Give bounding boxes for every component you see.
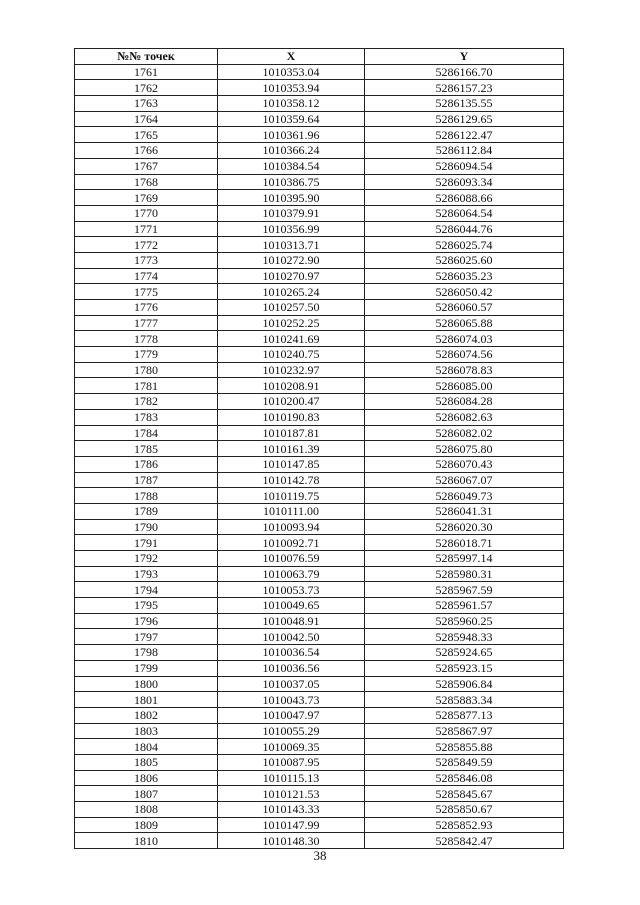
cell-y: 5285948.33 bbox=[365, 629, 564, 645]
cell-y: 5286129.65 bbox=[365, 111, 564, 127]
cell-y: 5285906.84 bbox=[365, 676, 564, 692]
cell-x: 1010087.95 bbox=[218, 754, 365, 770]
cell-point-number: 1792 bbox=[75, 551, 218, 567]
table-row bbox=[75, 347, 564, 363]
cell-x: 1010121.53 bbox=[218, 786, 365, 802]
table-row bbox=[75, 111, 564, 127]
cell-point-number: 1785 bbox=[75, 441, 218, 457]
cell-y: 5285850.67 bbox=[365, 802, 564, 818]
cell-y: 5286166.70 bbox=[365, 64, 564, 80]
table-row bbox=[75, 551, 564, 567]
cell-point-number: 1778 bbox=[75, 331, 218, 347]
cell-x: 1010069.35 bbox=[218, 739, 365, 755]
cell-point-number: 1808 bbox=[75, 802, 218, 818]
cell-y: 5286084.28 bbox=[365, 394, 564, 410]
cell-x: 1010313.71 bbox=[218, 237, 365, 253]
cell-y: 5286094.54 bbox=[365, 158, 564, 174]
cell-y: 5286078.83 bbox=[365, 362, 564, 378]
cell-x: 1010379.91 bbox=[218, 205, 365, 221]
cell-point-number: 1798 bbox=[75, 645, 218, 661]
table-row bbox=[75, 378, 564, 394]
cell-y: 5286060.57 bbox=[365, 300, 564, 316]
cell-point-number: 1772 bbox=[75, 237, 218, 253]
cell-point-number: 1807 bbox=[75, 786, 218, 802]
cell-point-number: 1802 bbox=[75, 707, 218, 723]
coordinates-table bbox=[74, 48, 564, 849]
table-row bbox=[75, 613, 564, 629]
cell-y: 5286082.63 bbox=[365, 409, 564, 425]
cell-y: 5285883.34 bbox=[365, 692, 564, 708]
cell-y: 5286065.88 bbox=[365, 315, 564, 331]
cell-point-number: 1762 bbox=[75, 80, 218, 96]
table-row bbox=[75, 158, 564, 174]
cell-x: 1010200.47 bbox=[218, 394, 365, 410]
cell-y: 5286075.80 bbox=[365, 441, 564, 457]
cell-y: 5285855.88 bbox=[365, 739, 564, 755]
cell-x: 1010111.00 bbox=[218, 503, 365, 519]
cell-y: 5286025.74 bbox=[365, 237, 564, 253]
cell-x: 1010055.29 bbox=[218, 723, 365, 739]
table-row bbox=[75, 268, 564, 284]
cell-y: 5286074.56 bbox=[365, 347, 564, 363]
cell-x: 1010036.56 bbox=[218, 660, 365, 676]
table-row bbox=[75, 707, 564, 723]
cell-x: 1010353.94 bbox=[218, 80, 365, 96]
cell-point-number: 1775 bbox=[75, 284, 218, 300]
cell-x: 1010366.24 bbox=[218, 143, 365, 159]
cell-point-number: 1793 bbox=[75, 566, 218, 582]
cell-point-number: 1767 bbox=[75, 158, 218, 174]
table-row bbox=[75, 692, 564, 708]
table-row bbox=[75, 174, 564, 190]
table-row bbox=[75, 425, 564, 441]
table-row bbox=[75, 833, 564, 849]
cell-y: 5286050.42 bbox=[365, 284, 564, 300]
cell-point-number: 1786 bbox=[75, 456, 218, 472]
cell-y: 5286082.02 bbox=[365, 425, 564, 441]
cell-y: 5286074.03 bbox=[365, 331, 564, 347]
header-y: Y bbox=[365, 49, 564, 65]
table-row bbox=[75, 598, 564, 614]
cell-y: 5285980.31 bbox=[365, 566, 564, 582]
cell-x: 1010386.75 bbox=[218, 174, 365, 190]
cell-y: 5286049.73 bbox=[365, 488, 564, 504]
table-row bbox=[75, 519, 564, 535]
cell-x: 1010143.33 bbox=[218, 802, 365, 818]
cell-x: 1010208.91 bbox=[218, 378, 365, 394]
table-row bbox=[75, 676, 564, 692]
cell-y: 5285845.67 bbox=[365, 786, 564, 802]
cell-x: 1010042.50 bbox=[218, 629, 365, 645]
cell-y: 5286088.66 bbox=[365, 190, 564, 206]
table-header bbox=[75, 49, 564, 65]
cell-x: 1010161.39 bbox=[218, 441, 365, 457]
cell-point-number: 1769 bbox=[75, 190, 218, 206]
cell-point-number: 1768 bbox=[75, 174, 218, 190]
cell-x: 1010353.04 bbox=[218, 64, 365, 80]
table-row bbox=[75, 629, 564, 645]
cell-point-number: 1774 bbox=[75, 268, 218, 284]
cell-x: 1010115.13 bbox=[218, 770, 365, 786]
cell-y: 5285877.13 bbox=[365, 707, 564, 723]
cell-point-number: 1783 bbox=[75, 409, 218, 425]
cell-point-number: 1790 bbox=[75, 519, 218, 535]
cell-x: 1010395.90 bbox=[218, 190, 365, 206]
cell-point-number: 1787 bbox=[75, 472, 218, 488]
cell-x: 1010147.85 bbox=[218, 456, 365, 472]
cell-x: 1010241.69 bbox=[218, 331, 365, 347]
cell-point-number: 1782 bbox=[75, 394, 218, 410]
cell-y: 5285960.25 bbox=[365, 613, 564, 629]
table-row bbox=[75, 300, 564, 316]
table-row bbox=[75, 770, 564, 786]
cell-x: 1010187.81 bbox=[218, 425, 365, 441]
cell-y: 5286064.54 bbox=[365, 205, 564, 221]
cell-y: 5286135.55 bbox=[365, 96, 564, 112]
cell-point-number: 1810 bbox=[75, 833, 218, 849]
cell-y: 5286085.00 bbox=[365, 378, 564, 394]
table-row bbox=[75, 739, 564, 755]
page-number: 38 bbox=[313, 848, 327, 863]
cell-x: 1010361.96 bbox=[218, 127, 365, 143]
cell-point-number: 1797 bbox=[75, 629, 218, 645]
cell-point-number: 1791 bbox=[75, 535, 218, 551]
table-row bbox=[75, 394, 564, 410]
cell-x: 1010043.73 bbox=[218, 692, 365, 708]
table-row bbox=[75, 143, 564, 159]
cell-y: 5286157.23 bbox=[365, 80, 564, 96]
table-row bbox=[75, 362, 564, 378]
table-row bbox=[75, 237, 564, 253]
cell-x: 1010148.30 bbox=[218, 833, 365, 849]
table-row bbox=[75, 127, 564, 143]
cell-y: 5285852.93 bbox=[365, 817, 564, 833]
cell-y: 5285842.47 bbox=[365, 833, 564, 849]
cell-point-number: 1761 bbox=[75, 64, 218, 80]
table-row bbox=[75, 441, 564, 457]
cell-point-number: 1809 bbox=[75, 817, 218, 833]
cell-point-number: 1800 bbox=[75, 676, 218, 692]
cell-point-number: 1796 bbox=[75, 613, 218, 629]
cell-y: 5286018.71 bbox=[365, 535, 564, 551]
table-row bbox=[75, 64, 564, 80]
table-row bbox=[75, 645, 564, 661]
table-row bbox=[75, 331, 564, 347]
table-row bbox=[75, 456, 564, 472]
cell-x: 1010252.25 bbox=[218, 315, 365, 331]
cell-y: 5286112.84 bbox=[365, 143, 564, 159]
cell-y: 5286035.23 bbox=[365, 268, 564, 284]
cell-x: 1010142.78 bbox=[218, 472, 365, 488]
table-row bbox=[75, 817, 564, 833]
cell-x: 1010232.97 bbox=[218, 362, 365, 378]
table-row bbox=[75, 660, 564, 676]
cell-point-number: 1799 bbox=[75, 660, 218, 676]
cell-x: 1010037.05 bbox=[218, 676, 365, 692]
cell-x: 1010053.73 bbox=[218, 582, 365, 598]
cell-point-number: 1806 bbox=[75, 770, 218, 786]
table-row bbox=[75, 409, 564, 425]
cell-x: 1010063.79 bbox=[218, 566, 365, 582]
cell-point-number: 1784 bbox=[75, 425, 218, 441]
cell-x: 1010119.75 bbox=[218, 488, 365, 504]
cell-x: 1010147.99 bbox=[218, 817, 365, 833]
cell-x: 1010240.75 bbox=[218, 347, 365, 363]
cell-x: 1010092.71 bbox=[218, 535, 365, 551]
table-row bbox=[75, 582, 564, 598]
table-row bbox=[75, 80, 564, 96]
cell-x: 1010036.54 bbox=[218, 645, 365, 661]
cell-point-number: 1801 bbox=[75, 692, 218, 708]
cell-point-number: 1805 bbox=[75, 754, 218, 770]
table-row bbox=[75, 315, 564, 331]
cell-point-number: 1795 bbox=[75, 598, 218, 614]
cell-x: 1010047.97 bbox=[218, 707, 365, 723]
cell-y: 5286025.60 bbox=[365, 252, 564, 268]
cell-point-number: 1803 bbox=[75, 723, 218, 739]
table-body bbox=[75, 64, 564, 848]
table-row bbox=[75, 802, 564, 818]
cell-point-number: 1781 bbox=[75, 378, 218, 394]
cell-x: 1010093.94 bbox=[218, 519, 365, 535]
cell-x: 1010049.65 bbox=[218, 598, 365, 614]
cell-y: 5286070.43 bbox=[365, 456, 564, 472]
table-row bbox=[75, 503, 564, 519]
cell-x: 1010272.90 bbox=[218, 252, 365, 268]
cell-point-number: 1776 bbox=[75, 300, 218, 316]
cell-x: 1010356.99 bbox=[218, 221, 365, 237]
cell-y: 5286020.30 bbox=[365, 519, 564, 535]
cell-y: 5286067.07 bbox=[365, 472, 564, 488]
cell-y: 5286044.76 bbox=[365, 221, 564, 237]
cell-x: 1010190.83 bbox=[218, 409, 365, 425]
header-point-number: №№ точек bbox=[75, 49, 218, 65]
cell-x: 1010359.64 bbox=[218, 111, 365, 127]
cell-point-number: 1777 bbox=[75, 315, 218, 331]
cell-point-number: 1770 bbox=[75, 205, 218, 221]
cell-y: 5286093.34 bbox=[365, 174, 564, 190]
cell-y: 5285846.08 bbox=[365, 770, 564, 786]
cell-y: 5285923.15 bbox=[365, 660, 564, 676]
cell-y: 5285997.14 bbox=[365, 551, 564, 567]
table-row bbox=[75, 488, 564, 504]
cell-y: 5285961.57 bbox=[365, 598, 564, 614]
cell-point-number: 1766 bbox=[75, 143, 218, 159]
cell-x: 1010048.91 bbox=[218, 613, 365, 629]
cell-x: 1010076.59 bbox=[218, 551, 365, 567]
cell-point-number: 1773 bbox=[75, 252, 218, 268]
cell-y: 5285967.59 bbox=[365, 582, 564, 598]
cell-point-number: 1789 bbox=[75, 503, 218, 519]
cell-x: 1010358.12 bbox=[218, 96, 365, 112]
cell-point-number: 1788 bbox=[75, 488, 218, 504]
cell-point-number: 1764 bbox=[75, 111, 218, 127]
cell-y: 5285924.65 bbox=[365, 645, 564, 661]
table-row bbox=[75, 96, 564, 112]
table-row bbox=[75, 723, 564, 739]
cell-point-number: 1771 bbox=[75, 221, 218, 237]
table-row bbox=[75, 221, 564, 237]
table-row bbox=[75, 284, 564, 300]
table-row bbox=[75, 786, 564, 802]
table-row bbox=[75, 190, 564, 206]
header-x: X bbox=[218, 49, 365, 65]
table-row bbox=[75, 535, 564, 551]
header-row bbox=[75, 49, 564, 65]
cell-point-number: 1794 bbox=[75, 582, 218, 598]
cell-x: 1010270.97 bbox=[218, 268, 365, 284]
cell-point-number: 1779 bbox=[75, 347, 218, 363]
table-row bbox=[75, 205, 564, 221]
cell-y: 5285867.97 bbox=[365, 723, 564, 739]
cell-y: 5286122.47 bbox=[365, 127, 564, 143]
cell-y: 5286041.31 bbox=[365, 503, 564, 519]
cell-point-number: 1804 bbox=[75, 739, 218, 755]
table-row bbox=[75, 472, 564, 488]
cell-point-number: 1765 bbox=[75, 127, 218, 143]
table-row bbox=[75, 252, 564, 268]
cell-point-number: 1763 bbox=[75, 96, 218, 112]
table-row bbox=[75, 754, 564, 770]
cell-x: 1010257.50 bbox=[218, 300, 365, 316]
cell-y: 5285849.59 bbox=[365, 754, 564, 770]
cell-point-number: 1780 bbox=[75, 362, 218, 378]
cell-x: 1010384.54 bbox=[218, 158, 365, 174]
table-row bbox=[75, 566, 564, 582]
cell-x: 1010265.24 bbox=[218, 284, 365, 300]
